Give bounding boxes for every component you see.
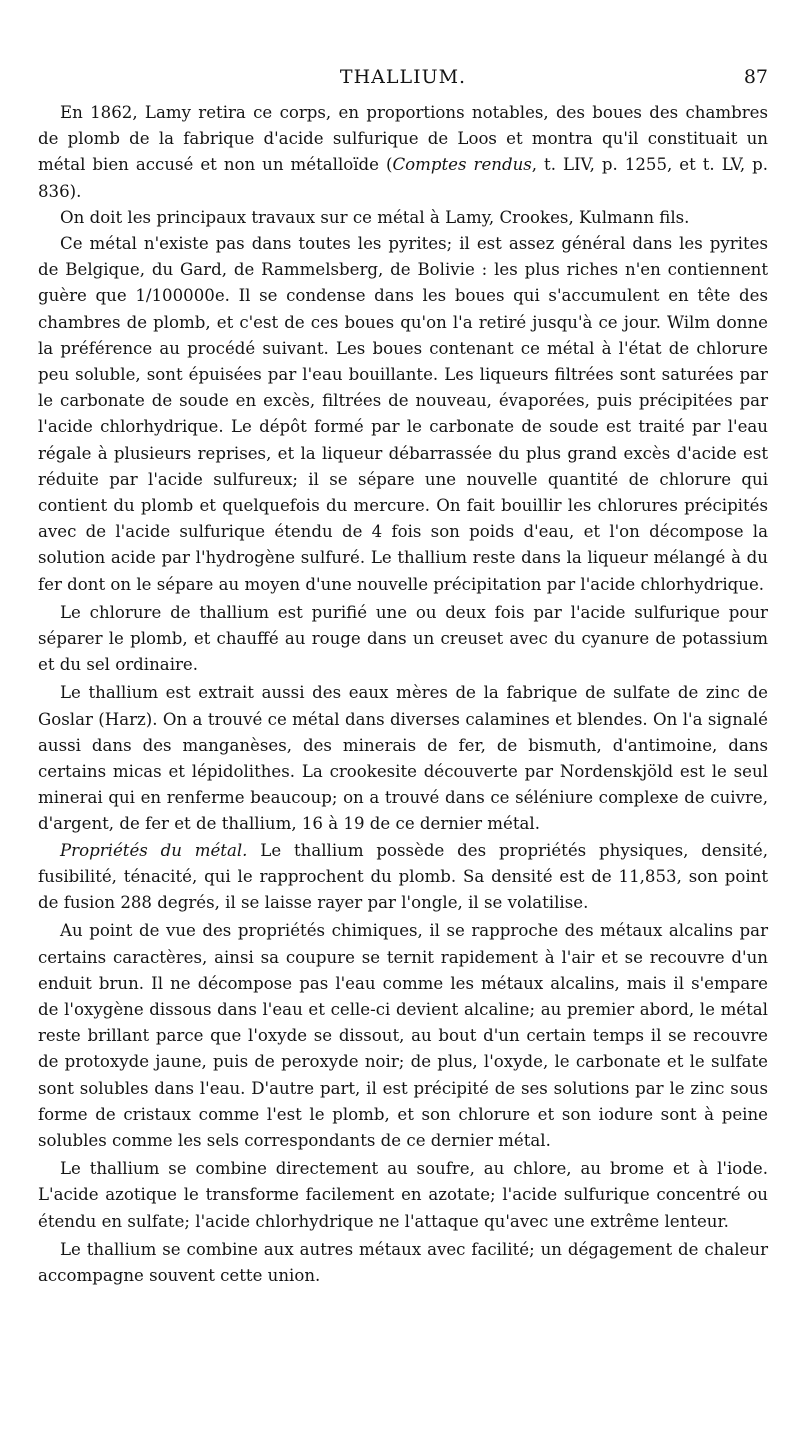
paragraph-6 bbox=[38, 838, 768, 917]
paragraph-6-text-b: Le thallium possède des propriétés physiques, densité, fusibilité, ténacité, qui le rapprochent du plomb. Sa densité est de 11,853, son point de fusion 288 degrés, il se laisse rayer par l'ongle, il se volatilise. bbox=[38, 840, 768, 913]
paragraph-1-text-a: En 1862, Lamy retira ce corps, en proportions notables, des boues des chambres de plomb de la fabrique d'acide sulfurique de Loos et montra qu'il constituait un métal bien accusé et non un métalloïde ( bbox=[38, 103, 768, 175]
section-heading-italic: Propriétés du métal. bbox=[60, 840, 248, 860]
paragraph-7: Au point de vue des propriétés chimiques, il se rapproche des métaux alcalins par certains caractères, ainsi sa coupure se ternit rapidement à l'air et se recouvre d'un enduit brun. Il ne décompose pas l'eau comme les métaux alcalins, mais il s'empare de l'oxygène dissous dans l'eau et celle-ci devient alcaline; au premier abord, le métal reste brillant parce que l'oxyde se dissout, au bout d'un certain temps il se recouvre de protoxyde jaune, puis de peroxyde noir; de plus, l'oxyde, le carbonate et le sulfate sont solubles dans l'eau. D'autre part, il est précipité de ses solutions par le zinc sous forme de cristaux comme l'est le plomb, et son chlorure et son iodure sont à peine solubles comme les sels correspondants de ce dernier métal. bbox=[38, 921, 768, 1150]
page-header bbox=[38, 66, 768, 96]
paragraph-9: Le thallium se combine aux autres métaux avec facilité; un dégagement de chaleur accompagne souvent cette union. bbox=[38, 1239, 768, 1285]
paragraph-2: On doit les principaux travaux sur ce métal à Lamy, Crookes, Kulmann fils. bbox=[60, 207, 690, 227]
paragraph-3: Ce métal n'existe pas dans toutes les pyrites; il est assez général dans les pyrites de Belgique, du Gard, de Rammelsberg, de Bolivie : les plus riches n'en contiennent guère que 1/100000e. Il se condense dans les boues qui s'accumulent en tête des chambres de plomb, et c'est de ces boues qu'on l'a retiré jusqu'à ce jour. Wilm donne la préférence au procédé suivant. Les boues contenant ce métal à l'état de chlorure peu soluble, sont épuisées par l'eau bouillante. Les liqueurs filtrées sont saturées par le carbonate de soude en excès, filtrées de nouveau, évaporées, puis précipitées par l'acide chlorhydrique. Le dépôt formé par le carbonate de soude est traité par l'eau régale à plusieurs reprises, et la liqueur débarrassée du plus grand excès d'acide est réduite par l'acide sulfureux; il se sépare une nouvelle quantité de chlorure qui contient du plomb et quelquefois du mercure. On fait bouillir les chlorures précipités avec de l'acide sulfurique étendu de 4 fois son poids d'eau, et l'on décompose la solution acide par l'hydrogène sulfuré. Le thallium reste dans la liqueur mélangé à du fer dont on le sépare au moyen d'une nouvelle précipitation par l'acide chlorhydrique. bbox=[38, 234, 768, 594]
page-number: 87 bbox=[743, 66, 768, 88]
paragraph-1 bbox=[38, 100, 768, 205]
paragraph-4: Le chlorure de thallium est purifié une ou deux fois par l'acide sulfurique pour séparer le plomb, et chauffé au rouge dans un creuset avec du cyanure de potassium et du sel ordinaire. bbox=[38, 602, 768, 675]
paragraph-1-text-b: , t. LIV, p. 1255, et t. LV, p. 836). bbox=[38, 155, 768, 201]
body-text bbox=[38, 100, 768, 1289]
running-title: THALLIUM. bbox=[339, 66, 467, 88]
citation-italic: Comptes rendus bbox=[392, 155, 532, 175]
paragraph-5: Le thallium est extrait aussi des eaux mères de la fabrique de sulfate de zinc de Goslar (Harz). On a trouvé ce métal dans diverses calamines et blendes. On l'a signalé aussi dans des manganèses, des minerais de fer, de bismuth, d'antimoine, dans certains micas et lépidolithes. La crookesite découverte par Nordenskjöld est le seul minerai qui en renferme beaucoup; on a trouvé dans ce séléniure complexe de cuivre, d'argent, de fer et de thallium, 16 à 19 de ce dernier métal. bbox=[38, 683, 768, 834]
paragraph-8: Le thallium se combine directement au soufre, au chlore, au brome et à l'iode. L'acide azotique le transforme facilement en azotate; l'acide sulfurique concentré ou étendu en sulfate; l'acide chlorhydrique ne l'attaque qu'avec une extrême lenteur. bbox=[38, 1159, 768, 1231]
